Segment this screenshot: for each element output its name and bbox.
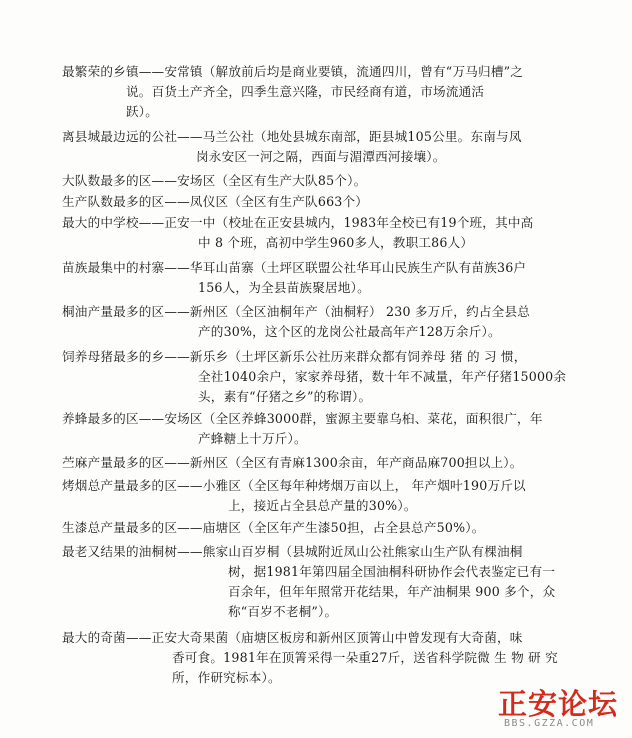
entry-continuation: 称“百岁不老桐”）。: [228, 604, 338, 619]
entry-continuation: 全社1040余户，家家养母猪，数十年不减量，年产仔猪15000余: [198, 369, 567, 384]
entry-raw-lacquer: [62, 518, 610, 538]
entry-tung-oil: [62, 302, 610, 342]
entry-continuation: 中 8 个班，高初中学生960多人，教职工86人）: [198, 235, 474, 250]
entry-largest-mushroom: [62, 628, 610, 688]
entry-line: 桐油产量最多的区——新州区（全区油桐年产（油桐籽） 230 多万斤，约占全县总: [62, 304, 531, 319]
entry-sow-raising: [62, 347, 610, 407]
entry-line: 离县城最边远的公社——马兰公社（地处县城东南部，距县城105公里。东南与凤: [62, 129, 522, 144]
entry-continuation: 百余年，但年年照常开花结果，年产油桐果 900 多个，众: [228, 584, 556, 599]
entry-line: 最老又结果的油桐树——熊家山百岁桐（县城附近凤山公社熊家山生产队有棵油桐: [62, 544, 523, 559]
entry-line: 生产队数最多的区——凤仪区（全区有生产队663个）: [62, 194, 369, 209]
entry-continuation: 说。百货土产齐全，四季生意兴隆，市民经商有道，市场流通活: [126, 84, 485, 99]
watermark-title: 正安论坛: [498, 687, 619, 721]
watermark-url: BBS.GZZA.COM: [504, 718, 595, 729]
entry-line: 生漆总产量最多的区——庙塘区（全区年产生漆50担，占全县总产50%）。: [62, 520, 485, 535]
entry-line: 养蜂最多的区——安场区（全区养蜂3000群，蜜源主要靠乌桕、菜花，面积很广，年: [62, 411, 543, 426]
entry-line: 烤烟总产量最多的区——小雅区（全区每年种烤烟万亩以上， 年产烟叶190万斤以: [62, 478, 526, 493]
entry-continuation: 跃）。: [126, 104, 159, 119]
entry-continuation: 树，据1981年第四届全国油桐科研协作会代表鉴定已有一: [228, 564, 556, 579]
entry-busiest-town: [62, 62, 610, 122]
entry-line: 最繁荣的乡镇——安常镇（解放前后均是商业要镇，流通四川，曾有“万马归槽”之: [62, 64, 524, 79]
entry-continuation: 上，接近占全县总产量的30%）。: [228, 498, 417, 513]
entry-line: 最大的中学校——正安一中（校址在正安县城内，1983年全校已有19个班，其中高: [62, 215, 534, 230]
entry-continuation: 岗永安区一河之隔，西面与湄潭西河接壤）。: [196, 149, 446, 164]
entry-continuation: 156人，为全县苗族聚居地）。: [198, 280, 370, 295]
entry-line: 饲养母猪最多的乡——新乐乡（土坪区新乐公社历来群众都有饲养母 猪 的 习 惯，: [62, 349, 527, 364]
entry-most-production-teams: [62, 192, 610, 212]
entry-line: 苗族最集中的村寨——华耳山苗寨（土坪区联盟公社华耳山民族生产队有苗族36户: [62, 260, 527, 275]
entry-line: 苎麻产量最多的区——新州区（全区有青麻1300余亩，年产商品麻700担以上）。: [62, 455, 523, 470]
entry-continuation: 产蜂糖上十万斤）。: [198, 431, 307, 446]
entry-flue-cured-tobacco: [62, 476, 610, 516]
entry-most-brigades: [62, 171, 610, 191]
entry-oldest-tung-tree: [62, 542, 610, 622]
entry-continuation: 头，素有“仔猪之乡”的称谓）。: [198, 389, 372, 404]
entry-largest-middle-school: [62, 213, 610, 253]
forum-watermark: [478, 682, 628, 734]
entry-continuation: 香可食。1981年在顶箐采得一朵重27斤，送省科学院微 生 物 研 究: [172, 650, 558, 665]
entry-line: 最大的奇菌——正安大奇果菌（庙塘区板房和新州区顶箐山中曾发现有大奇菌，味: [62, 630, 523, 645]
entry-line: 大队数最多的区——安场区（全区有生产大队85个）。: [62, 173, 367, 188]
entry-beekeeping: [62, 409, 610, 449]
entry-continuation: 所，作研究标本）。: [172, 670, 281, 685]
entry-ramie: [62, 453, 610, 473]
entry-miao-village: [62, 258, 610, 298]
entry-remote-commune: [62, 127, 610, 167]
entry-continuation: 产的30%，这个区的龙岗公社最高年产128万余斤）。: [198, 324, 501, 339]
